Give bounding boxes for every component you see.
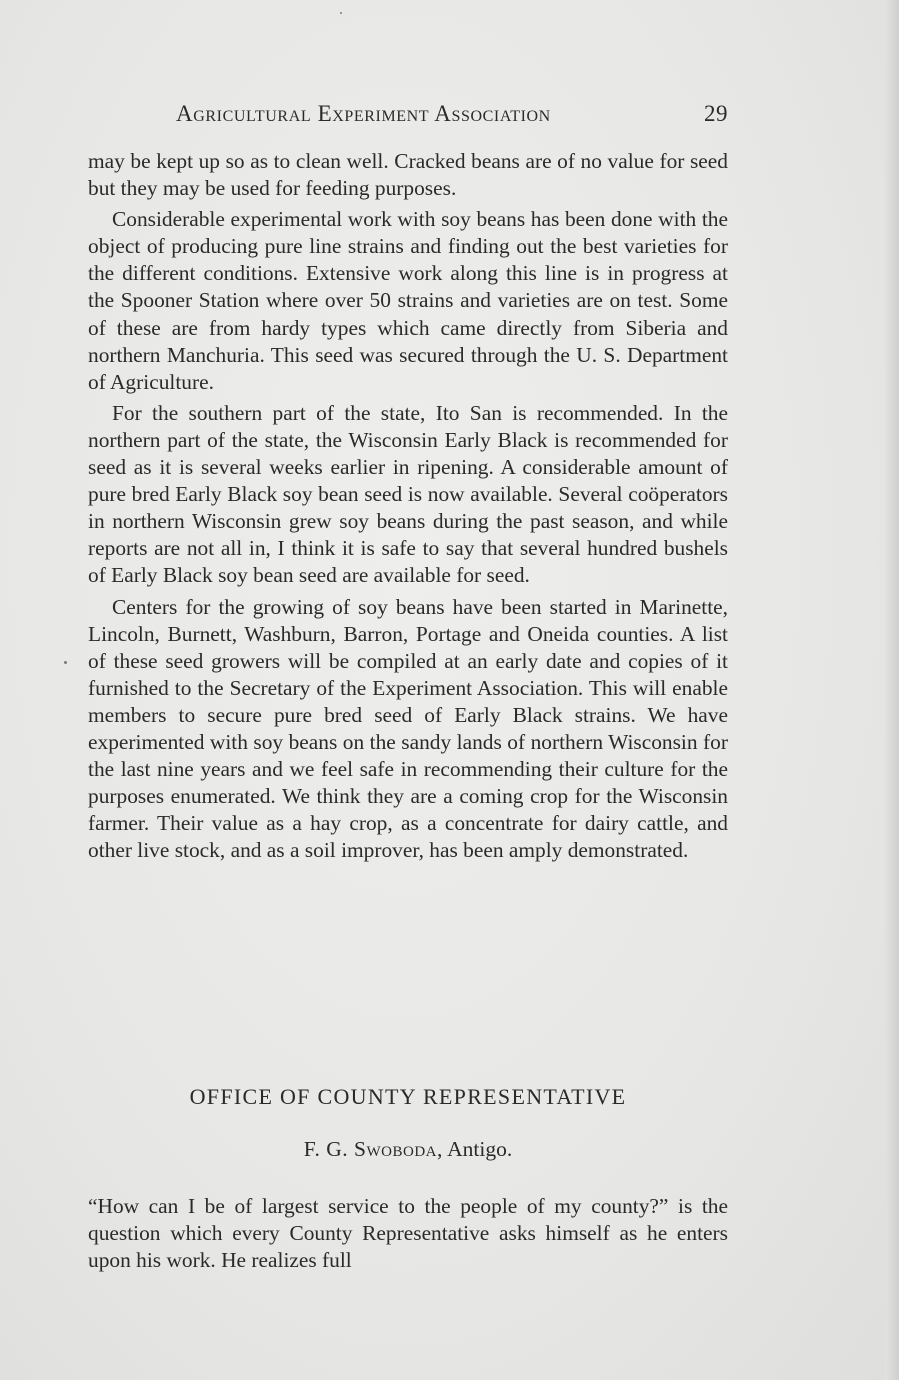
speck <box>64 661 67 664</box>
author-place: Antigo. <box>447 1137 513 1161</box>
body-text <box>88 148 728 868</box>
paragraph: may be kept up so as to clean well. Cracked beans are of no value for seed but they may be used for feeding purposes. <box>88 149 728 201</box>
section-opening <box>88 1193 728 1274</box>
speck <box>340 12 342 14</box>
section-heading: OFFICE OF COUNTY REPRESENTATIVE <box>189 1084 627 1109</box>
author-name: F. G. Swoboda, <box>303 1137 443 1161</box>
paragraph: Considerable experimental work with soy beans has been done with the object of producing pure line strains and finding out the best varieties for the different conditions. Extensive work along this line is in progress at the Spooner Station where over 50 strains and varieties are on test. Some of these are from hardy types which came directly from Siberia and northern Manchuria. This seed was secured through the U. S. Department of Agriculture. <box>88 207 728 394</box>
author-line <box>88 1137 728 1162</box>
paragraph: For the southern part of the state, Ito San is recommended. In the northern part of the state, the Wisconsin Early Black is recommended for seed as it is several weeks earlier in ripening. A considerable amount of pure bred Early Black soy bean seed is now available. Several coöperators in northern Wisconsin grew soy beans during the past season, and while reports are not all in, I think it is safe to say that several hundred bushels of Early Black soy bean seed are available for seed. <box>88 400 728 588</box>
page-edge-shadow <box>885 0 899 1380</box>
running-title: Agricultural Experiment Association <box>176 101 551 126</box>
running-head <box>88 101 728 129</box>
paragraph: “How can I be of largest service to the people of my county?” is the question which every County Representative asks himself as he enters upon his work. He realizes full <box>88 1194 728 1273</box>
page-number: 29 <box>704 101 728 126</box>
paragraph: Centers for the growing of soy beans have been started in Marinette, Lincoln, Burnett, Washburn, Barron, Portage and Oneida counties. A list of these seed growers will be compiled at an early date and copies of it furnished to the Secretary of the Experiment Association. This will enable members to secure pure bred seed of Early Black strains. We have experimented with soy beans on the sandy lands of northern Wisconsin for the last nine years and we feel safe in recommending their culture for the purposes enumerated. We think they are a coming crop for the Wisconsin farmer. Their value as a hay crop, as a concentrate for dairy cattle, and other live stock, and as a soil improver, has been amply demonstrated. <box>88 594 728 863</box>
